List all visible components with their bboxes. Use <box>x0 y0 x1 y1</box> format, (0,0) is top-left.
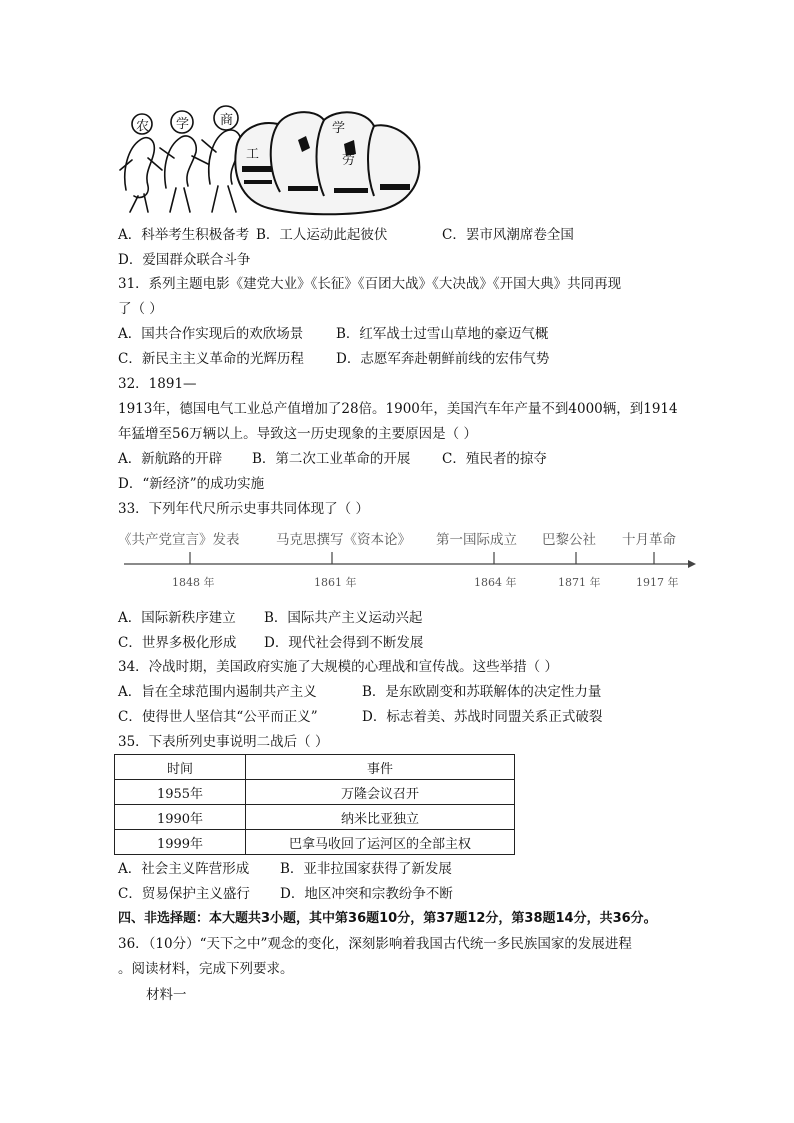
q33-option-b: B．国际共产主义运动兴起 <box>264 610 423 626</box>
q30-options-row-1 <box>118 226 574 244</box>
q35-option-c: C．贸易保护主义盛行 <box>118 886 250 902</box>
q32-option-c: C．殖民者的掠夺 <box>442 451 547 467</box>
q36-stem-line-1: 36．（10分）“天下之中”观念的变化，深刻影响着我国古代统一多民族国家的发展进程 <box>118 936 632 952</box>
table-cell-time: 1999年 <box>115 830 246 855</box>
timeline-event-3: 第一国际成立 <box>436 532 517 548</box>
timeline-event-5: 十月革命 <box>622 532 676 548</box>
q30-option-a: A．科举考生积极备考 <box>118 227 250 243</box>
table-header-row <box>115 755 515 780</box>
table-row <box>115 830 515 855</box>
q31-option-b: B．红军战士过雪山草地的豪迈气概 <box>336 326 549 342</box>
q34-options-row-1 <box>118 683 601 701</box>
q30-option-b: B．工人运动此起彼伏 <box>256 227 388 243</box>
q33-option-d: D．现代社会得到不断发展 <box>264 635 424 651</box>
cartoon-illustration <box>118 100 424 218</box>
q36-material-label: 材料一 <box>146 987 187 1003</box>
q34-options-row-2 <box>118 708 602 726</box>
section-heading: 四、非选择题：本大题共3小题，其中第36题10分，第37题12分，第38题14分，共36分。 <box>118 911 657 926</box>
timeline-year-5: 1917 年 <box>636 576 679 589</box>
q33-option-a: A．国际新秩序建立 <box>118 610 236 626</box>
table-header-event: 事件 <box>246 755 515 780</box>
q35-options-row-1 <box>118 860 452 878</box>
q31-stem-line-2: 了（ ） <box>118 301 163 317</box>
q34-option-a: A．旨在全球范围内遏制共产主义 <box>118 684 317 700</box>
q31-stem-line-1: 31．系列主题电影《建党大业》《长征》《百团大战》《大决战》《开国大典》共同再现 <box>118 276 622 292</box>
table-cell-time: 1990年 <box>115 805 246 830</box>
cartoon-char-2: 学 <box>176 117 190 132</box>
cartoon-char-3: 商 <box>220 113 234 128</box>
q33-option-c: C．世界多极化形成 <box>118 635 237 651</box>
q31-options-row-2 <box>118 350 549 368</box>
timeline-axis <box>118 546 698 574</box>
q35-option-b: B．亚非拉国家获得了新发展 <box>280 861 452 877</box>
q35-events-table <box>114 754 515 855</box>
q34-option-d: D．标志着美、苏战时同盟关系正式破裂 <box>362 709 603 725</box>
table-cell-time: 1955年 <box>115 780 246 805</box>
q30-option-c: C．罢市风潮席卷全国 <box>442 227 574 243</box>
timeline-year-1: 1848 年 <box>172 576 215 589</box>
q35-option-a: A．社会主义阵营形成 <box>118 861 250 877</box>
q31-options-row-1 <box>118 325 548 343</box>
q32-stem-line-2: 1913年，德国电气工业总产值增加了28倍。1900年，美国汽车年产量不到4000辆，到1914 <box>118 401 678 417</box>
cartoon-char-5: 学 <box>332 121 346 136</box>
q34-option-c: C．使得世人坚信其“公平而正义” <box>118 709 318 725</box>
timeline-year-2: 1861 年 <box>314 576 357 589</box>
q32-options-row-1 <box>118 450 547 468</box>
table-header-time: 时间 <box>115 755 246 780</box>
cartoon-char-4: 工 <box>246 147 260 162</box>
q33-stem: 33．下列年代尺所示史事共同体现了（ ） <box>118 501 369 517</box>
q33-options-row-2 <box>118 634 423 652</box>
q32-option-d: D．“新经济”的成功实施 <box>118 476 265 492</box>
timeline-ruler <box>118 528 698 594</box>
timeline-year-4: 1871 年 <box>558 576 601 589</box>
q34-option-b: B．是东欧剧变和苏联解体的决定性力量 <box>362 684 602 700</box>
table-row <box>115 780 515 805</box>
q32-stem-line-1: 32．1891— <box>118 376 197 392</box>
q36-stem-line-2: 。阅读材料，完成下列要求。 <box>118 961 294 977</box>
q30-option-d: D．爱国群众联合斗争 <box>118 252 251 268</box>
timeline-year-3: 1864 年 <box>474 576 517 589</box>
timeline-event-1: 《共产党宣言》发表 <box>118 532 240 548</box>
q32-option-b: B．第二次工业革命的开展 <box>252 451 411 467</box>
q31-option-d: D．志愿军奔赴朝鲜前线的宏伟气势 <box>336 351 550 367</box>
timeline-event-4: 巴黎公社 <box>542 532 596 548</box>
table-cell-event: 万隆会议召开 <box>246 780 515 805</box>
cartoon-char-1: 农 <box>136 119 150 134</box>
q34-stem: 34．冷战时期，美国政府实施了大规模的心理战和宣传战。这些举措（ ） <box>118 659 558 675</box>
table-row <box>115 805 515 830</box>
table-cell-event: 巴拿马收回了运河区的全部主权 <box>246 830 515 855</box>
q31-option-a: A．国共合作实现后的欢欣场景 <box>118 326 304 342</box>
q35-stem: 35．下表所列史事说明二战后（ ） <box>118 734 329 750</box>
q32-option-a: A．新航路的开辟 <box>118 451 223 467</box>
q32-stem-line-3: 年猛增至56万辆以上。导致这一历史现象的主要原因是（ ） <box>118 426 477 442</box>
cartoon-char-6: 劳 <box>342 153 356 168</box>
q35-option-d: D．地区冲突和宗教纷争不断 <box>280 886 453 902</box>
table-cell-event: 纳米比亚独立 <box>246 805 515 830</box>
q35-options-row-2 <box>118 885 453 903</box>
q31-option-c: C．新民主主义革命的光辉历程 <box>118 351 304 367</box>
timeline-event-2: 马克思撰写《资本论》 <box>276 532 411 548</box>
q33-options-row-1 <box>118 609 422 627</box>
